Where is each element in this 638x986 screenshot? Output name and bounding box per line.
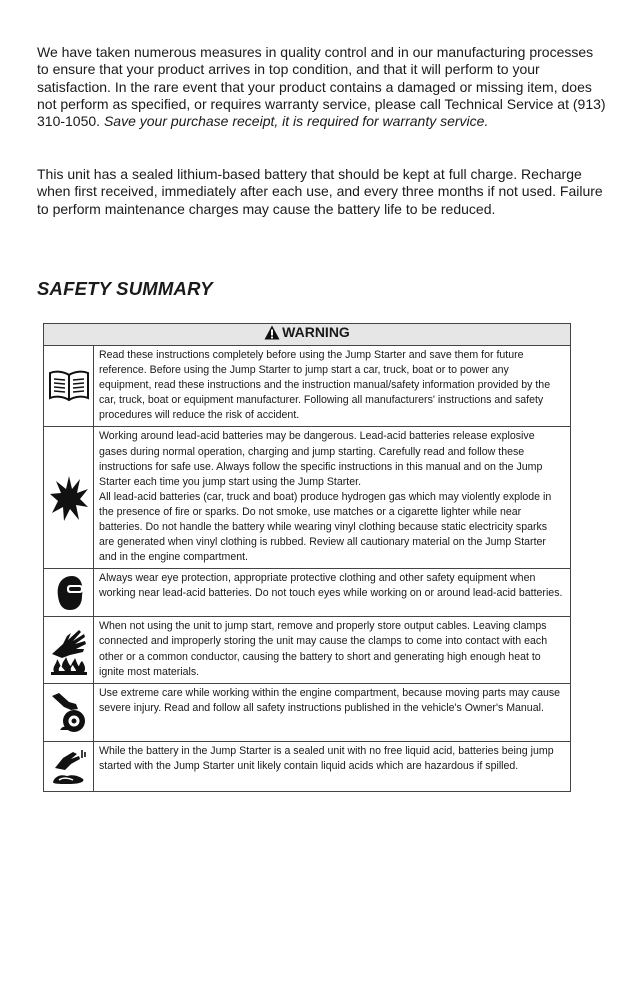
warning-triangle-icon	[264, 325, 280, 340]
fire-hazard-icon	[49, 624, 89, 676]
warning-table	[43, 323, 571, 792]
warning-text-eye-protection: Always wear eye protection, appropriate protective clothing and other safety equipment when working near lead-acid batteries. Do not touch eyes while working on or around lead-acid batteries.	[94, 569, 571, 617]
warning-header-row	[44, 324, 571, 346]
safety-summary-heading: SAFETY SUMMARY	[37, 278, 213, 299]
eye-protection-icon	[54, 574, 84, 612]
warning-header-label: WARNING	[282, 324, 350, 341]
warning-text-acid-hazard: While the battery in the Jump Starter is a sealed unit with no free liquid acid, batteries being jump started with the Jump Starter unit likely contain liquid acids which are hazardous if spilled.	[94, 741, 571, 791]
warning-text-output-cables: When not using the unit to jump start, remove and properly store output cables. Leaving clamps connected and improperly storing the unit may cause the clamps to come into contact with each other or a common conductor, causing the battery to short and generating high enough heat to ignite most materials.	[94, 617, 571, 683]
warning-row	[44, 346, 571, 427]
warning-text-moving-parts: Use extreme care while working within the engine compartment, because moving parts may cause severe injury. Read and follow all safety instructions published in the vehicle's Owner's Manual.	[94, 683, 571, 741]
moving-parts-icon	[49, 690, 89, 734]
warning-header	[44, 324, 571, 346]
intro-paragraph-1-text: We have taken numerous measures in quality control and in our manufacturing processes to ensure that your product arrives in top condition, and that it will perform to your satisfaction. In the rare event that your product contains a damaged or missing item, does not perform as specified, or requires warranty service, please call Technical Service at (913) 310-1050.	[37, 44, 606, 130]
warning-row	[44, 617, 571, 683]
intro-paragraph-1	[37, 44, 607, 130]
warning-row	[44, 741, 571, 791]
warning-row	[44, 683, 571, 741]
warning-text-hydrogen-gas: All lead-acid batteries (car, truck and boat) produce hydrogen gas which may violently explode in the presence of fire or sparks. Do not smoke, use matches or a cigarette lighter while near batteries. Do not handle the battery while wearing vinyl clothing because static electricity sparks are generated when vinyl clothing is rubbed. Review all cautionary material on the Jump Starter and in the engine compartment.	[99, 490, 552, 564]
explosion-icon	[49, 474, 89, 522]
warning-row	[44, 569, 571, 617]
intro-paragraph-2: This unit has a sealed lithium-based battery that should be kept at full charge. Recharge when first received, immediately after each use, and every three months if not used. Failure to perform maintenance charges may cause the battery life to be reduced.	[37, 166, 603, 217]
warning-text-lead-acid: Working around lead-acid batteries may be dangerous. Lead-acid batteries release explosive gases during normal operation, charging and jump starting. Carefully read and follow these instructions for safe use. Always follow the specific instructions in this manual and on the Jump Starter each time you jump start using the Jump Starter.	[99, 430, 543, 488]
warning-row	[44, 427, 571, 569]
warning-text-read-instructions: Read these instructions completely before using the Jump Starter and save them for future reference. Before using the Jump Starter to jump start a car, truck, boat or to power any equipment, read these instructions and the instruction manual/safety information provided by the car, truck, boat or equipment manufacturer. Following all manufacturers' instructions and safety procedures will reduce the risk of accident.	[94, 346, 571, 427]
receipt-notice: Save your purchase receipt, it is required for warranty service.	[103, 113, 489, 130]
acid-spill-icon	[49, 746, 89, 786]
read-manual-icon	[48, 369, 90, 403]
